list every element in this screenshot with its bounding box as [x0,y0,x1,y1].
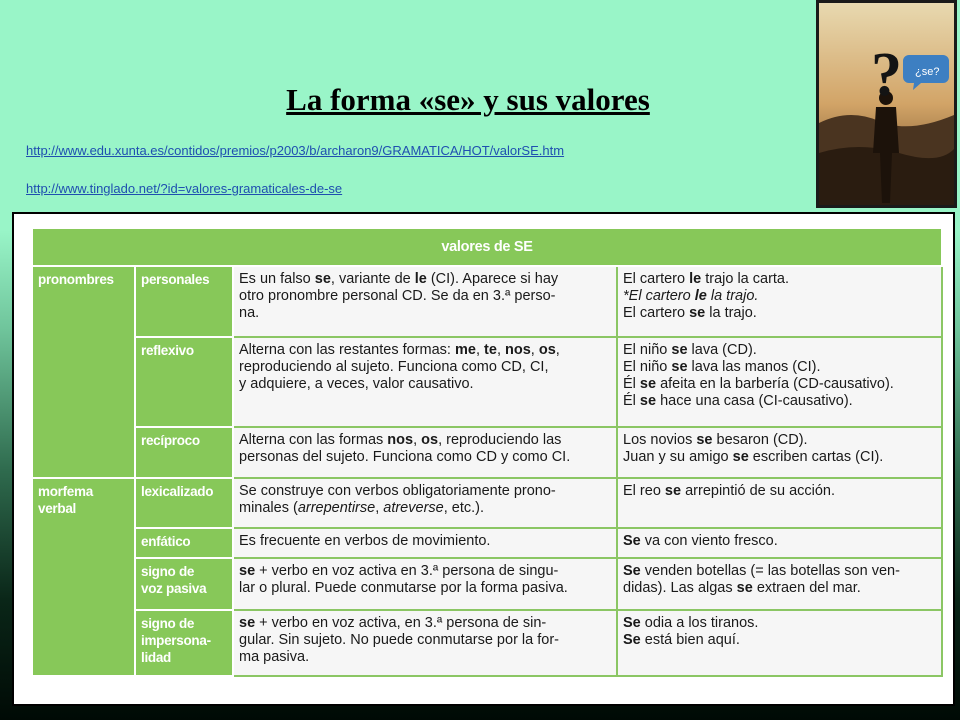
type-label: enfático [135,528,233,558]
desc-line: se + verbo en voz activa en 3.ª persona de singu- [239,563,559,579]
example-line: *El cartero le la trajo. [623,288,759,304]
example-line: Él se hace una casa (CI-causativo). [623,393,853,409]
example-line: Él se afeita en la barbería (CD-causativo). [623,376,894,392]
example-line: Se está bien aquí. [623,632,740,648]
example-cell [617,337,942,427]
desc-line: reproduciendo al sujeto. Funciona como CD, CI, [239,359,549,375]
table-row [32,558,942,610]
type-label: signo de impersona- lidad [135,610,233,676]
table-row [32,610,942,676]
example-line: El niño se lava (CD). [623,342,757,358]
desc-line: personas del sujeto. Funciona como CD y como CI. [239,449,571,465]
description-cell [233,337,617,427]
desc-line: ma pasiva. [239,649,310,665]
desc-line: otro pronombre personal CD. Se da en 3.ª perso- [239,288,556,304]
silhouette-question-image [819,3,954,205]
desc-line: lar o plural. Puede conmutarse por la forma pasiva. [239,580,568,596]
example-cell [617,528,942,558]
table-row [32,528,942,558]
table-row [32,266,942,337]
example-cell [617,266,942,337]
description-cell [233,266,617,337]
table-header: valores de SE [32,228,942,266]
desc-line: gular. Sin sujeto. No puede conmutarse por la for- [239,632,559,648]
link-tinglado[interactable]: http://www.tinglado.net/?id=valores-gramaticales-de-se [26,181,343,196]
desc-line: na. [239,305,260,321]
se-values-figure [12,212,955,706]
type-label: signo de voz pasiva [135,558,233,610]
type-label: recíproco [135,427,233,478]
example-cell [617,478,942,528]
example-line: Se va con viento fresco. [623,533,778,549]
description-cell [233,610,617,676]
desc-line: Alterna con las restantes formas: me, te, nos, os, [239,342,560,358]
description-cell [233,528,617,558]
example-line: Se venden botellas (= las botellas son ven- [623,563,900,579]
desc-line: minales (arrepentirse, atreverse, etc.). [239,500,485,516]
type-label: reflexivo [135,337,233,427]
link-xunta[interactable]: http://www.edu.xunta.es/contidos/premios/p2003/b/archaron9/GRAMATICA/HOT/valorSE.htm [26,143,565,158]
table-header-row [32,228,942,266]
desc-line: Es un falso se, variante de le (CI). Aparece si hay [239,271,559,287]
example-line: Los novios se besaron (CD). [623,432,808,448]
question-mark-glyph: ? [871,41,902,109]
desc-line: y adquiere, a veces, valor causativo. [239,376,474,392]
example-line: Se odia a los tiranos. [623,615,759,631]
example-line: didas). Las algas se extraen del mar. [623,580,861,596]
type-label: personales [135,266,233,337]
example-line: El cartero se la trajo. [623,305,757,321]
group-pronombres: pronombres [32,266,135,478]
group-morfema-verbal: morfema verbal [32,478,135,676]
example-cell [617,427,942,478]
example-cell [617,610,942,676]
example-line: Juan y su amigo se escriben cartas (CI). [623,449,884,465]
desc-line: Alterna con las formas nos, os, reproduciendo las [239,432,562,448]
desc-line: Es frecuente en verbos de movimiento. [239,533,491,549]
table-row [32,337,942,427]
example-line: El cartero le trajo la carta. [623,271,790,287]
se-values-table [31,227,943,677]
desc-line: Se construye con verbos obligatoriamente prono- [239,483,556,499]
question-photo [816,0,957,208]
description-cell [233,558,617,610]
example-line: El niño se lava las manos (CI). [623,359,821,375]
speech-bubble-text: ¿se? [915,66,940,78]
example-line: El reo se arrepintió de su acción. [623,483,836,499]
table-row [32,427,942,478]
type-label: lexicalizado [135,478,233,528]
description-cell [233,478,617,528]
slide-title: La forma «se» y sus valores [286,82,650,117]
table-row [32,478,942,528]
description-cell [233,427,617,478]
example-cell [617,558,942,610]
desc-line: se + verbo en voz activa, en 3.ª persona de sin- [239,615,547,631]
